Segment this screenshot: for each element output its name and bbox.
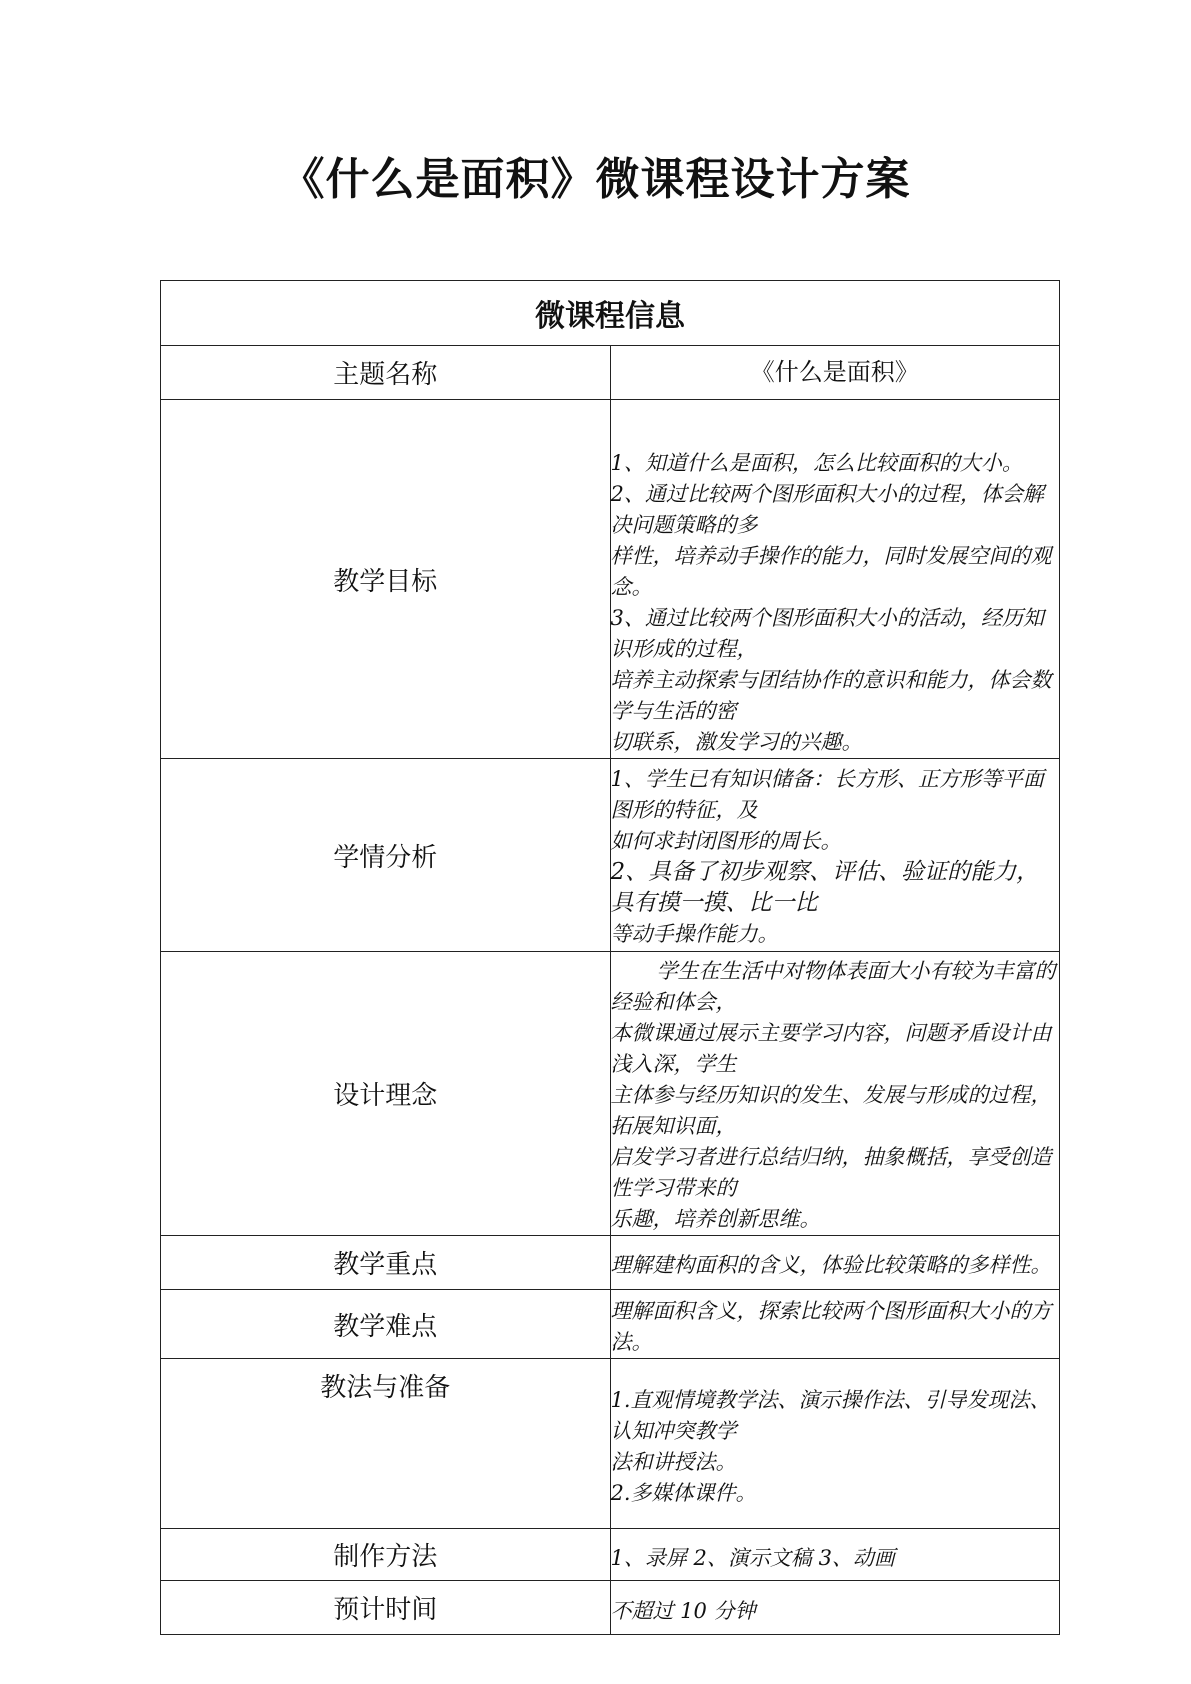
row-value-duration (610, 1581, 1060, 1635)
value-line: 理解面积含义，探索比较两个图形面积大小的方法。 (610, 1299, 1052, 1354)
row-label-analysis: 学情分析 (161, 759, 611, 952)
value-line: 样性，培养动手操作的能力，同时发展空间的观念。 (610, 544, 1052, 599)
value-line: 不超过 10 分钟 (610, 1599, 756, 1623)
table-row-objectives (161, 400, 1060, 759)
value-line: 1、知道什么是面积，怎么比较面积的大小。 (610, 451, 1023, 475)
value-line: 2、具备了初步观察、评估、验证的能力，具有摸一摸、比一比 (610, 859, 1040, 916)
course-info-table (160, 280, 1060, 1635)
value-line: 1、学生已有知识储备：长方形、正方形等平面图形的特征，及 (610, 767, 1044, 822)
row-label-key-points: 教学重点 (161, 1236, 611, 1290)
value-line: 主体参与经历知识的发生、发展与形成的过程，拓展知识面， (610, 1083, 1052, 1138)
row-label-production: 制作方法 (161, 1529, 611, 1581)
table-row-difficulties (161, 1290, 1060, 1359)
row-label-objectives: 教学目标 (161, 400, 611, 759)
table-row-analysis (161, 759, 1060, 952)
value-line: 如何求封闭图形的周长。 (610, 829, 842, 853)
row-value-difficulties (610, 1290, 1060, 1359)
value-line: 3、通过比较两个图形面积大小的活动，经历知识形成的过程， (610, 606, 1044, 661)
row-value-topic (610, 346, 1060, 400)
row-label-topic: 主题名称 (161, 346, 611, 400)
value-line: 1、录屏 2、演示文稿 3、动画 (610, 1546, 895, 1570)
value-line: 2、通过比较两个图形面积大小的过程，体会解决问题策略的多 (610, 482, 1044, 537)
table-row-production (161, 1529, 1060, 1581)
value-line: 本微课通过展示主要学习内容，问题矛盾设计由浅入深，学生 (610, 1021, 1052, 1076)
value-line: 2.多媒体课件。 (610, 1480, 757, 1505)
value-line: 1.直观情境教学法、演示操作法、引导发现法、认知冲突教学 (610, 1387, 1051, 1443)
table-row-philosophy (161, 952, 1060, 1236)
value-line: 乐趣，培养创新思维。 (610, 1207, 821, 1231)
document-title: 《什么是面积》微课程设计方案 (280, 154, 911, 205)
row-value-objectives (610, 400, 1060, 759)
row-value-philosophy (610, 952, 1060, 1236)
topic-text: 《什么是面积》 (750, 358, 919, 386)
row-value-methods (610, 1359, 1060, 1529)
table-row-key-points (161, 1236, 1060, 1290)
table-row-duration (161, 1581, 1060, 1635)
row-value-key-points (610, 1236, 1060, 1290)
row-label-philosophy: 设计理念 (161, 952, 611, 1236)
row-value-analysis (610, 759, 1060, 952)
value-line: 切联系，激发学习的兴趣。 (610, 730, 863, 754)
table-header: 微课程信息 (161, 281, 1060, 346)
row-label-duration: 预计时间 (161, 1581, 611, 1635)
value-line: 启发学习者进行总结归纳，抽象概括，享受创造性学习带来的 (610, 1145, 1052, 1200)
row-label-difficulties: 教学难点 (161, 1290, 611, 1359)
value-line: 理解建构面积的含义，体验比较策略的多样性。 (610, 1253, 1052, 1277)
value-line: 学生在生活中对物体表面大小有较为丰富的经验和体会， (610, 959, 1056, 1014)
value-line: 培养主动探索与团结协作的意识和能力，体会数学与生活的密 (610, 668, 1052, 723)
table-row-methods (161, 1359, 1060, 1529)
value-line: 等动手操作能力。 (610, 922, 779, 946)
value-line: 法和讲授法。 (610, 1449, 737, 1474)
row-value-production (610, 1529, 1060, 1581)
table-row-topic (161, 346, 1060, 400)
row-label-methods: 教法与准备 (161, 1359, 611, 1529)
